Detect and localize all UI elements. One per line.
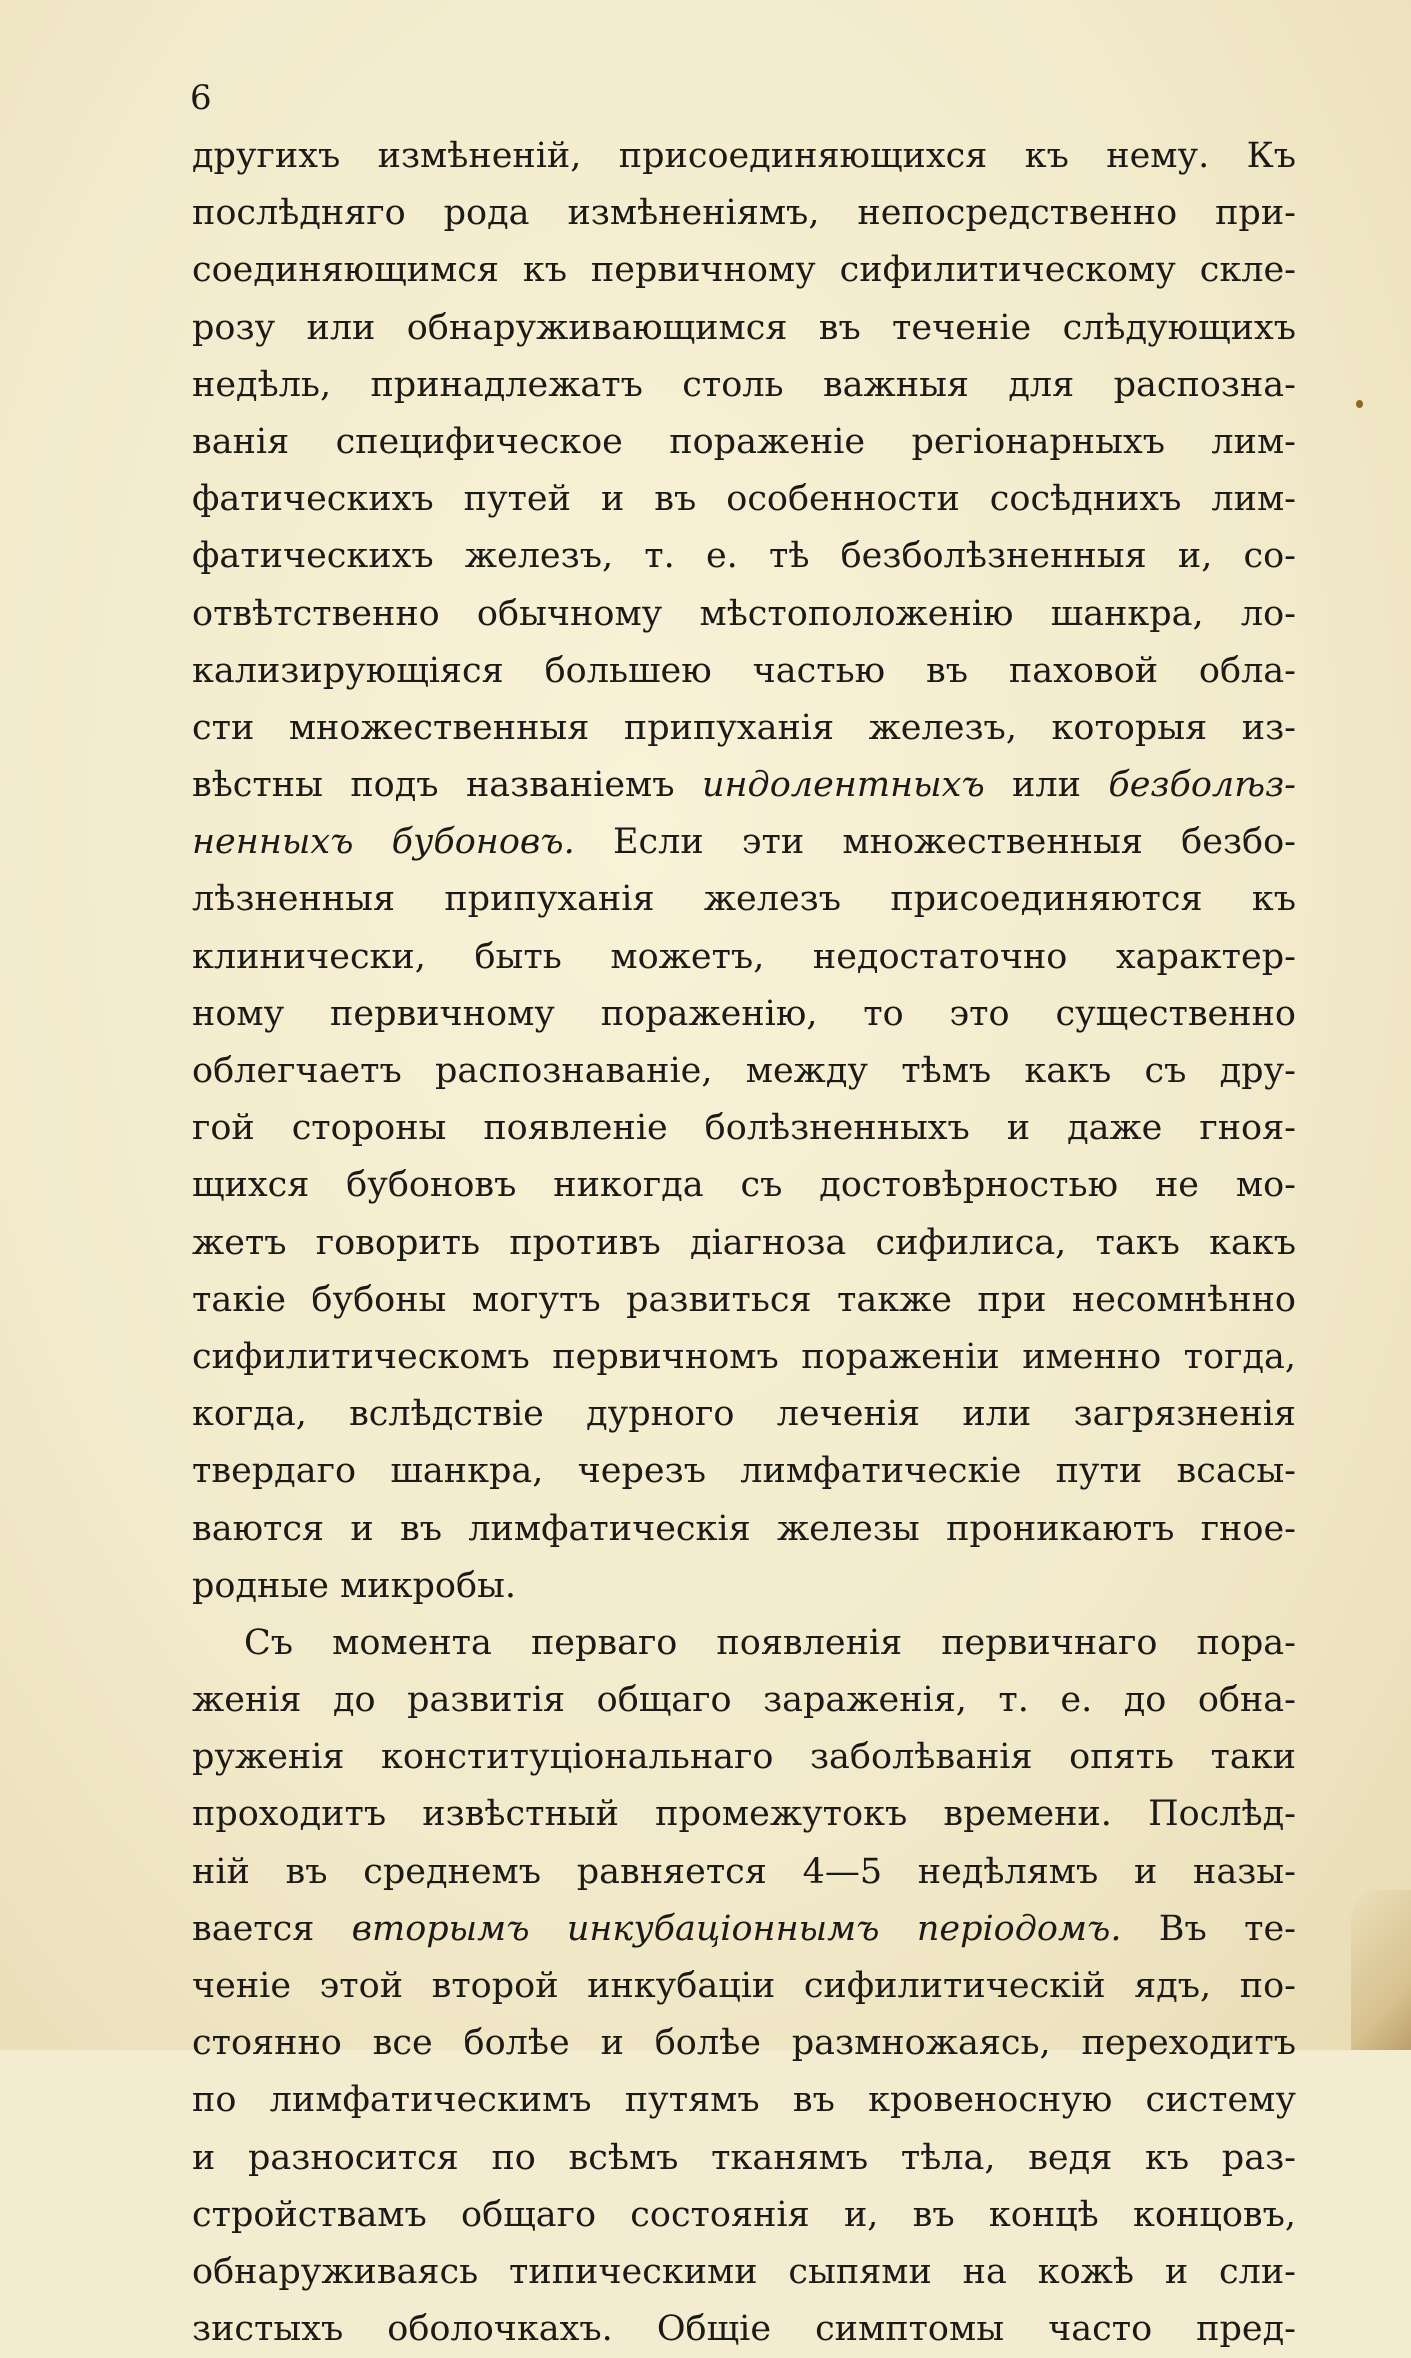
text-line: стоянно все болѣе и болѣе размножаясь, переходитъ <box>192 2023 1296 2064</box>
text-line: Съ момента перваго появленія первичнаго пора- <box>244 1622 1296 1663</box>
text-line: ваются и въ лимфатическія железы проникаютъ гное- <box>192 1508 1296 1549</box>
text-line: родные микробы. <box>192 1565 517 1606</box>
text-line: ванія специфическое пораженіе регіонарныхъ лим- <box>192 421 1296 462</box>
text-line: фатическихъ железъ, т. е. тѣ безболѣзненныя и, со- <box>192 536 1296 577</box>
text-line: розу или обнаруживающимся въ теченіе слѣдующихъ <box>192 307 1296 348</box>
body-text <box>192 128 1296 2358</box>
text-line: жетъ говорить противъ діагноза сифилиса, такъ какъ <box>192 1222 1296 1263</box>
text-line: руженія конституціональнаго заболѣванія опять таки <box>192 1737 1296 1778</box>
text-line: отвѣтственно обычному мѣстоположенію шанкра, ло- <box>192 593 1296 634</box>
text-line-with-italics <box>192 1901 1296 1958</box>
text-line: твердаго шанкра, черезъ лимфатическіе пути всасы- <box>192 1451 1296 1492</box>
text-line: стройствамъ общаго состоянія и, въ концѣ концовъ, <box>192 2194 1296 2235</box>
text-line: по лимфатическимъ путямъ въ кровеносную систему <box>192 2080 1296 2121</box>
text-line: такіе бубоны могутъ развиться также при несомнѣнно <box>192 1279 1296 1320</box>
page-number: 6 <box>190 78 212 118</box>
text-line-with-italics <box>192 814 1296 871</box>
text-line: ній въ среднемъ равняется 4—5 недѣлямъ и назы- <box>192 1851 1296 1892</box>
text-line: послѣдняго рода измѣненіямъ, непосредственно при- <box>192 193 1296 234</box>
paper-stain <box>1351 1890 1411 2050</box>
text-line: клинически, быть можетъ, недостаточно характер- <box>192 936 1296 977</box>
text-line: щихся бубоновъ никогда съ достовѣрностью не мо- <box>192 1165 1296 1206</box>
text-line: и разносится по всѣмъ тканямъ тѣла, ведя къ раз- <box>192 2137 1296 2178</box>
paragraph-2 <box>192 1615 1296 2358</box>
italic-term: ненныхъ бубоновъ. <box>192 822 575 863</box>
text-line: проходитъ извѣстный промежутокъ времени. Послѣд- <box>192 1794 1296 1835</box>
text-line: фатическихъ путей и въ особенности сосѣднихъ лим- <box>192 479 1296 520</box>
text-line: ченіе этой второй инкубаціи сифилитическій ядъ, по- <box>192 1966 1296 2006</box>
ink-speck <box>1356 400 1363 408</box>
text-line: когда, вслѣдствіе дурного леченія или загрязненія <box>192 1394 1296 1435</box>
text-run: Въ те- <box>1121 1908 1296 1949</box>
text-run: или <box>984 765 1109 806</box>
text-line: недѣль, принадлежатъ столь важныя для распозна- <box>192 364 1296 405</box>
italic-term: вторымъ инкубаціоннымъ періодомъ. <box>351 1908 1122 1949</box>
text-line: другихъ измѣненій, присоединяющихся къ нему. Къ <box>192 136 1296 176</box>
text-run: вается <box>192 1908 352 1949</box>
text-line: гой стороны появленіе болѣзненныхъ и даже гноя- <box>192 1108 1296 1149</box>
text-line: кализирующіяся большею частью въ паховой обла- <box>192 650 1296 691</box>
text-run: Если эти множественныя безбо- <box>574 822 1297 863</box>
text-line: сти множественныя припуханія железъ, которыя из- <box>192 707 1296 748</box>
text-line: женія до развитія общаго зараженія, т. е. до обна- <box>192 1680 1296 1721</box>
text-line: сифилитическомъ первичномъ пораженіи именно тогда, <box>192 1336 1296 1377</box>
text-line: соединяющимся къ первичному сифилитическому скле- <box>192 250 1296 291</box>
text-line: обнаруживаясь типическими сыпями на кожѣ и сли- <box>192 2251 1296 2292</box>
paragraph-1 <box>192 128 1296 1615</box>
text-line-with-italics <box>192 757 1296 814</box>
text-line: лѣзненныя припуханія железъ присоединяются къ <box>192 879 1296 920</box>
italic-term: безболѣз- <box>1108 765 1297 806</box>
text-run: вѣстны подъ названіемъ <box>192 765 702 806</box>
text-line: зистыхъ оболочкахъ. Общіе симптомы часто пред- <box>192 2309 1296 2350</box>
italic-term: индолентныхъ <box>701 765 985 806</box>
text-line: облегчаетъ распознаваніе, между тѣмъ какъ съ дру- <box>192 1051 1296 1091</box>
text-line: ному первичному пораженію, то это существенно <box>192 993 1296 1034</box>
